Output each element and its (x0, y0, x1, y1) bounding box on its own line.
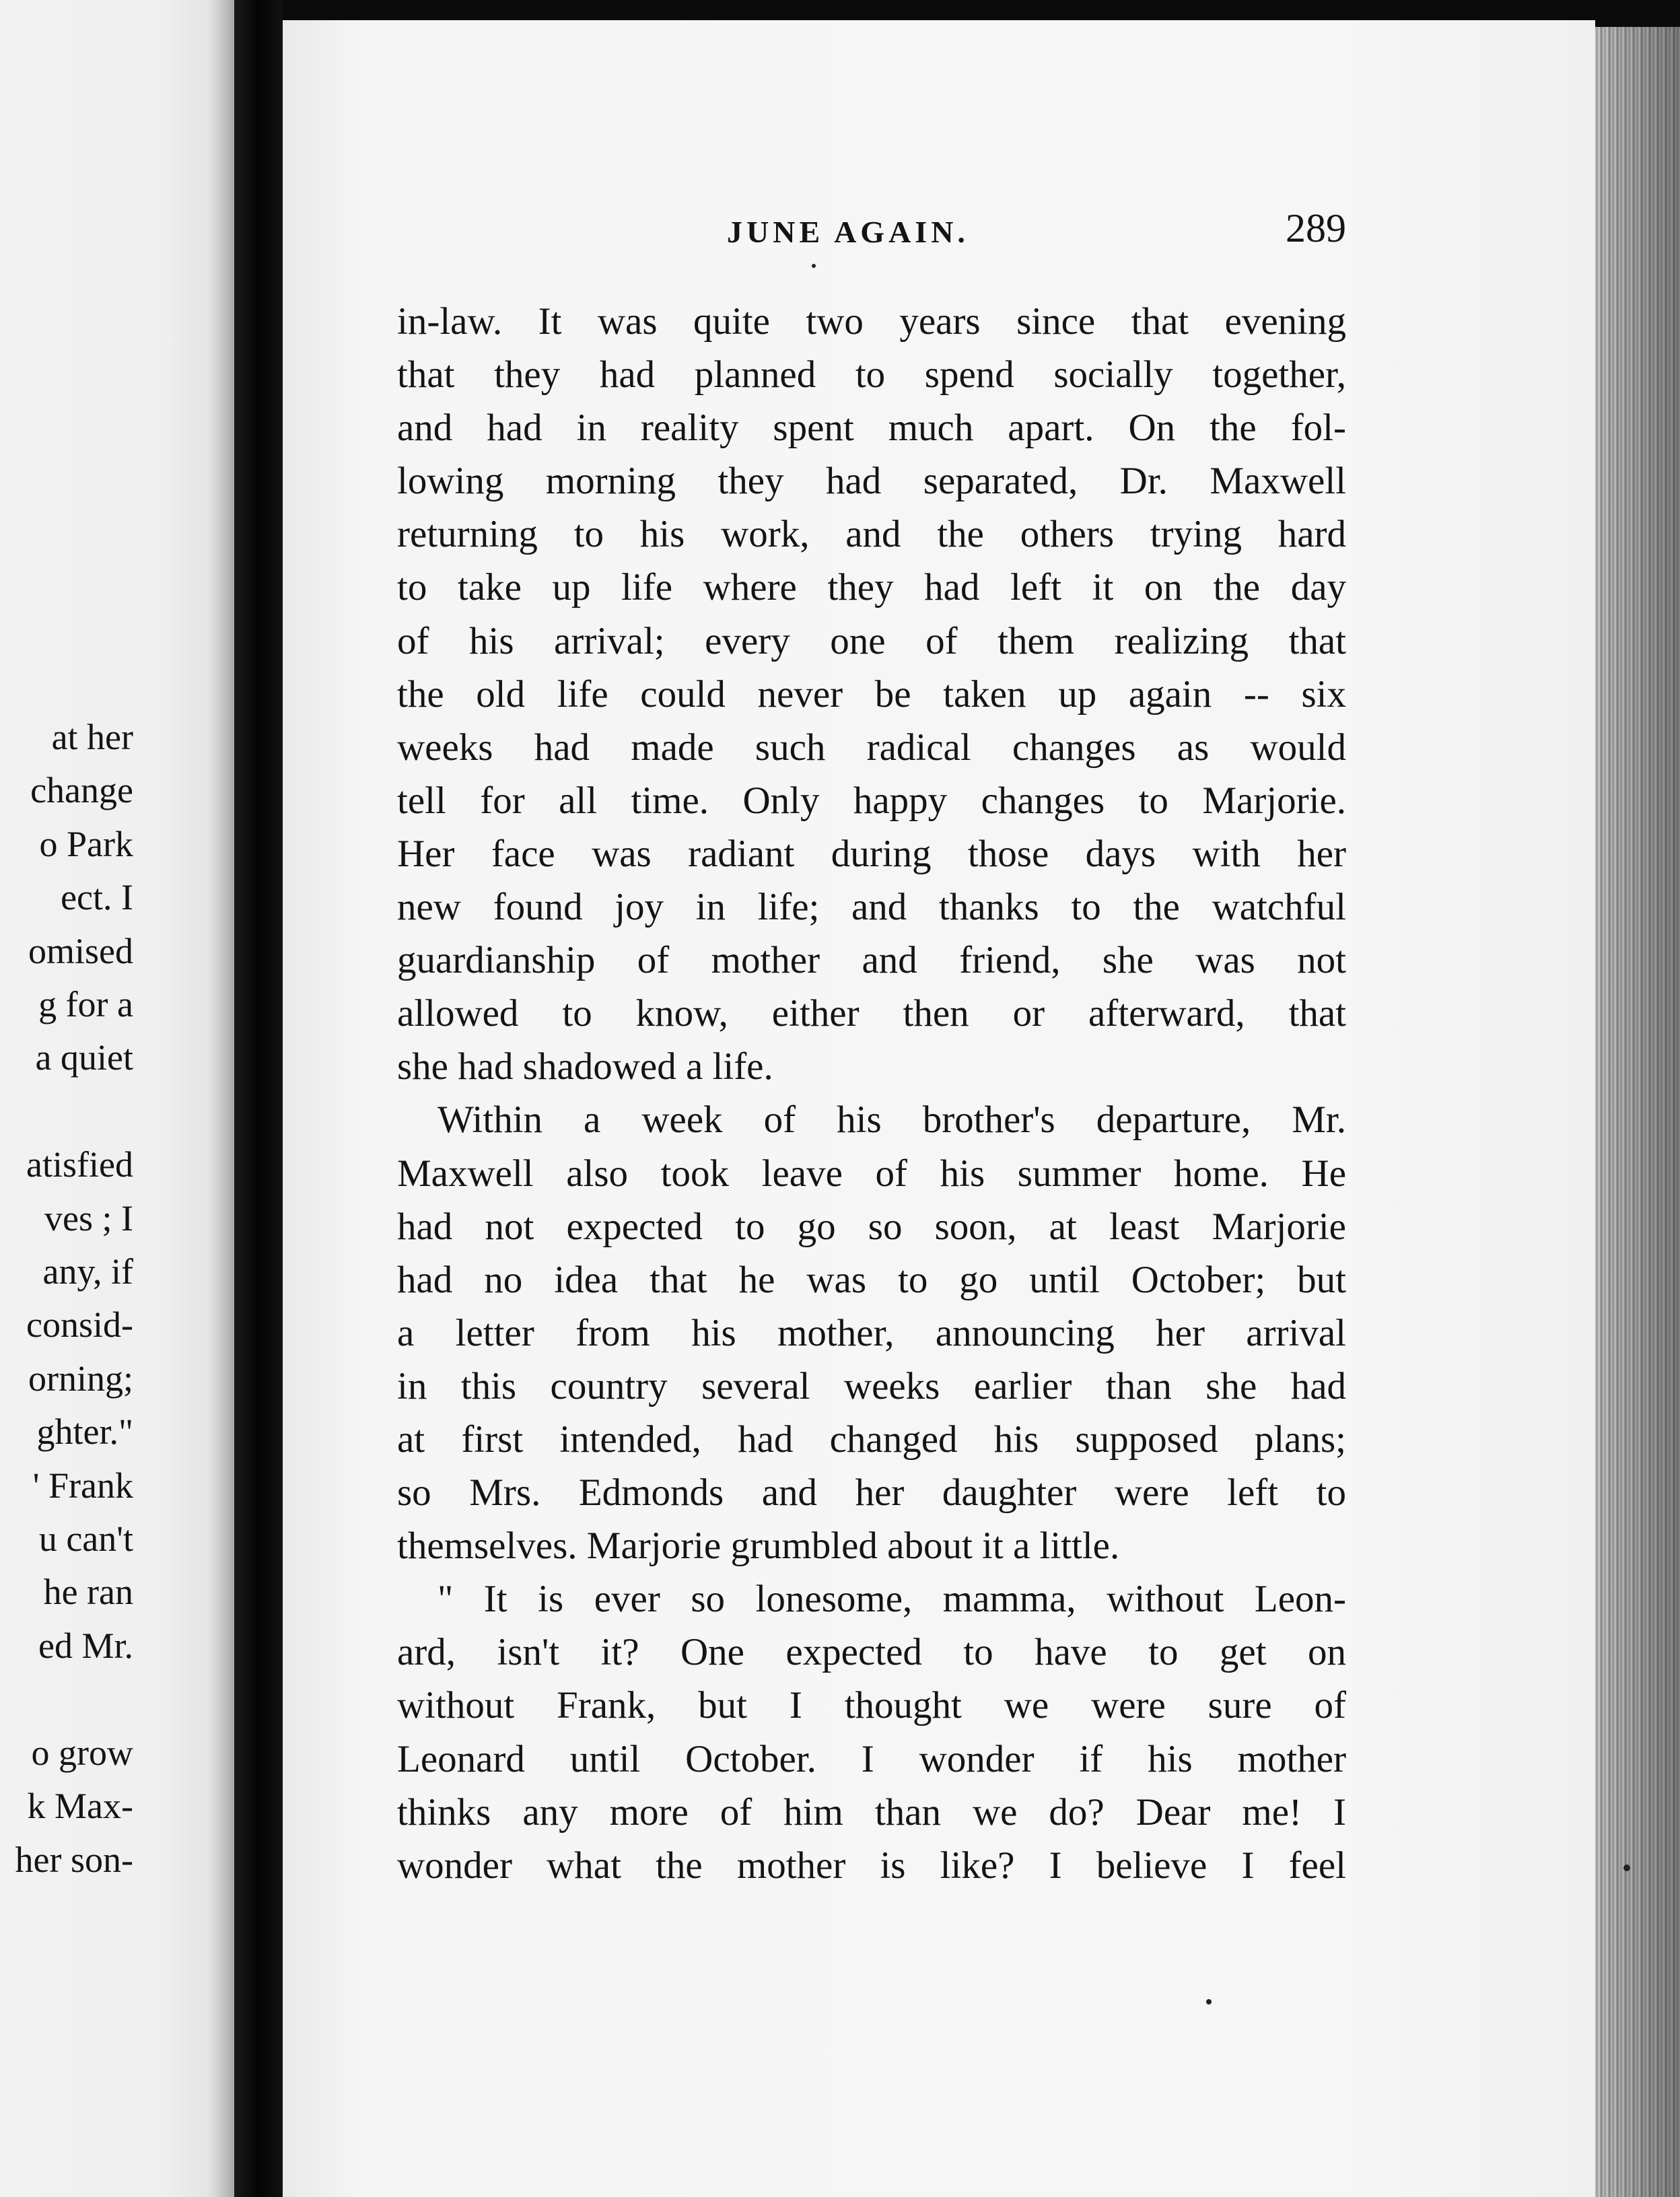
text-line: wonder what the mother is like? I believe I feel (397, 1844, 1346, 1887)
left-page-line (0, 1085, 133, 1138)
text-line: Maxwell also took leave of his summer home. He (397, 1152, 1346, 1195)
text-line: without Frank, but I thought we were sure of (397, 1684, 1346, 1727)
left-page-line: at her (51, 717, 133, 757)
left-page-line: u can't (38, 1519, 133, 1560)
left-page-line: consid- (26, 1304, 133, 1346)
text-line: that they had planned to spend socially together, (397, 353, 1346, 396)
text-line: Leonard until October. I wonder if his mother (397, 1737, 1346, 1780)
book-gutter (234, 0, 283, 2197)
left-page-line: orning; (28, 1358, 133, 1399)
left-page-line: a quiet (35, 1037, 133, 1078)
dust-speck (1623, 1864, 1630, 1871)
page-number: 289 (1286, 206, 1346, 250)
left-page-line: any, if (42, 1251, 133, 1292)
text-line: allowed to know, either then or afterward, that (397, 992, 1346, 1035)
left-page-line: he ran (43, 1572, 133, 1613)
left-facing-page (0, 0, 234, 2197)
left-page-line: change (30, 770, 133, 811)
text-line: to take up life where they had left it on the day (397, 566, 1346, 609)
text-line: she had shadowed a life. (397, 1045, 773, 1088)
left-page-line: o grow (31, 1732, 133, 1773)
left-page-line: atisfied (26, 1144, 133, 1185)
left-page-line: o Park (39, 823, 133, 864)
left-page-line: ves ; I (44, 1197, 133, 1239)
running-head: JUNE AGAIN. (727, 215, 969, 249)
text-line: ard, isn't it? One expected to have to get on (397, 1631, 1346, 1674)
text-line: guardianship of mother and friend, she was not (397, 939, 1346, 982)
left-page-line: ghter." (36, 1411, 133, 1453)
left-page-line: g for a (38, 984, 133, 1025)
paragraph-1 (397, 295, 1346, 1093)
text-line: new found joy in life; and thanks to the watchful (397, 886, 1346, 929)
page-edges (1595, 27, 1680, 2197)
text-line: lowing morning they had separated, Dr. Maxwell (397, 460, 1346, 503)
left-page-line: omised (28, 930, 133, 971)
text-line: Within a week of his brother's departure, Mr. (438, 1098, 1346, 1142)
paragraph-3 (397, 1572, 1346, 1892)
text-line: had no idea that he was to go until October; but (397, 1258, 1346, 1301)
text-line: tell for all time. Only happy changes to Marjorie. (397, 779, 1346, 822)
paragraph-2 (397, 1093, 1346, 1572)
text-line: the old life could never be taken up again -- six (397, 672, 1346, 716)
dust-speck (812, 264, 816, 268)
text-line: so Mrs. Edmonds and her daughter were left to (397, 1471, 1346, 1514)
text-line: at first intended, had changed his supposed plans; (397, 1418, 1346, 1461)
left-page-text (0, 711, 133, 1887)
left-page-line: ed Mr. (38, 1625, 133, 1666)
text-line: a letter from his mother, announcing her arrival (397, 1311, 1346, 1354)
text-line: weeks had made such radical changes as would (397, 726, 1346, 769)
left-page-line: ect. I (61, 877, 133, 918)
left-page-line: ' Frank (32, 1465, 133, 1506)
text-line: in-law. It was quite two years since that evening (397, 300, 1346, 343)
text-line: Her face was radiant during those days with her (397, 832, 1346, 875)
text-line: returning to his work, and the others trying hard (397, 513, 1346, 556)
text-line: of his arrival; every one of them realizing that (397, 619, 1346, 662)
text-line: had not expected to go so soon, at least Marjorie (397, 1205, 1346, 1248)
left-page-line (0, 1673, 133, 1726)
text-line: in this country several weeks earlier than she had (397, 1364, 1346, 1407)
text-line: themselves. Marjorie grumbled about it a little. (397, 1525, 1120, 1568)
left-page-line: her son- (15, 1839, 133, 1880)
body-text (397, 295, 1346, 1892)
left-page-edge-shadow (207, 0, 234, 2197)
left-page-line: k Max- (27, 1786, 133, 1827)
text-line: thinks any more of him than we do? Dear me! I (397, 1790, 1346, 1834)
text-line: and had in reality spent much apart. On the fol- (397, 407, 1346, 450)
dust-speck (1206, 1999, 1212, 2004)
text-line: " It is ever so lonesome, mamma, without Leon- (438, 1578, 1346, 1621)
